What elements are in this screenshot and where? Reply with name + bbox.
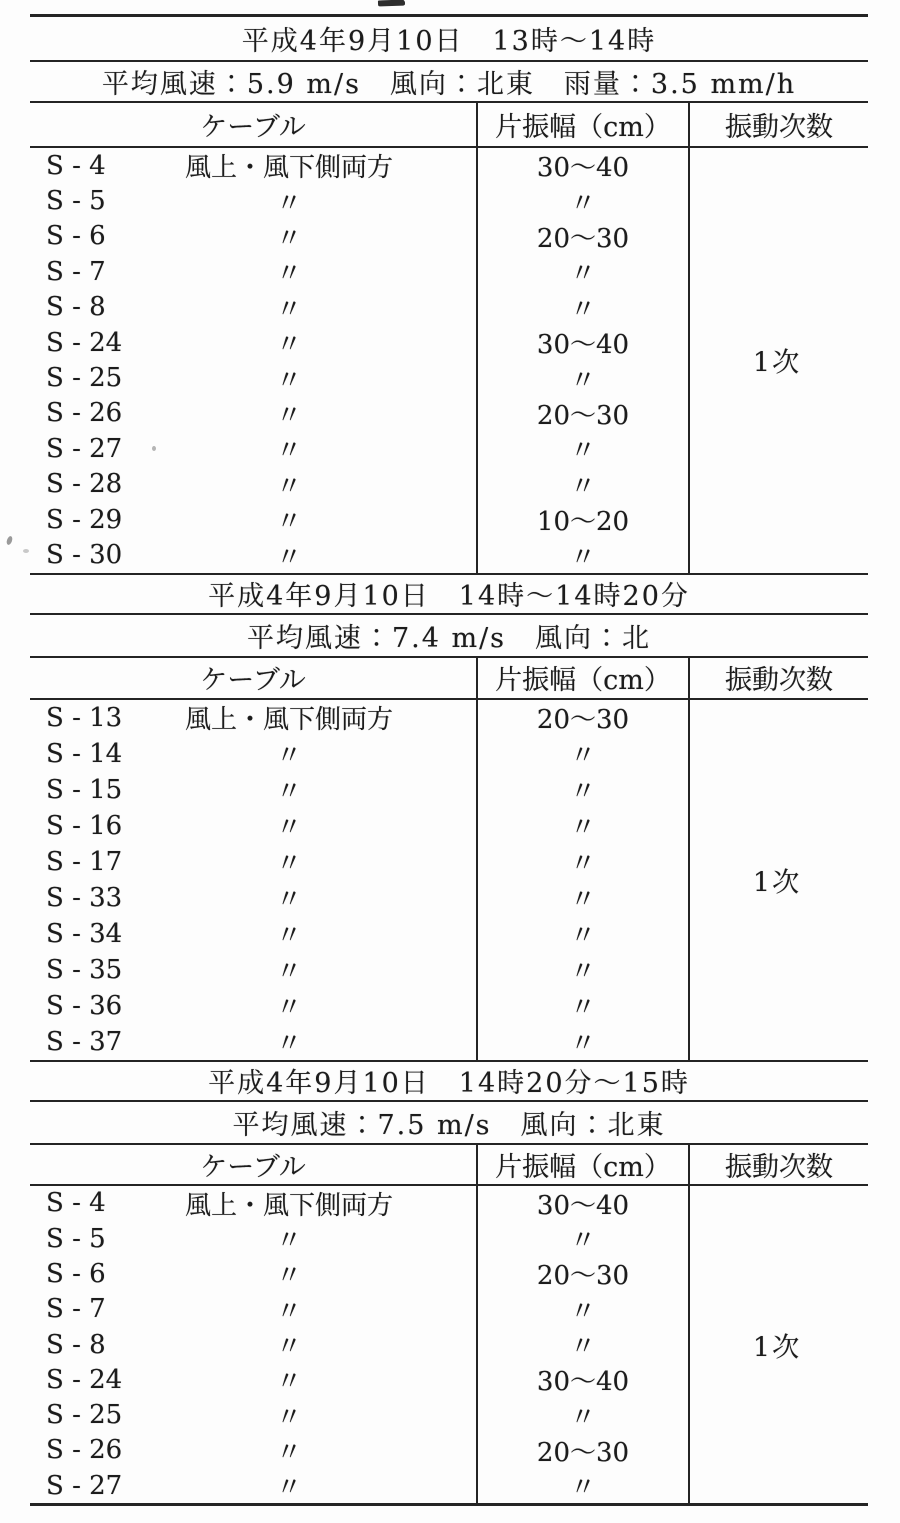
cable-side: 〃 bbox=[275, 813, 302, 844]
cable-id: S - 13 bbox=[46, 702, 123, 733]
cable-side: 風上・風下側両方 bbox=[184, 153, 393, 184]
vibration-order-cell bbox=[688, 1292, 868, 1327]
vibration-order-cell bbox=[688, 467, 868, 502]
cable-cell bbox=[30, 1292, 476, 1327]
cable-id: S - 26 bbox=[46, 1435, 123, 1466]
section-date-time-title: 平成4年9月10日 14時〜14時20分 bbox=[30, 575, 868, 615]
amplitude-range: 〃 bbox=[476, 254, 688, 289]
cable-side: 〃 bbox=[275, 777, 302, 808]
cable-id: S - 14 bbox=[46, 738, 123, 769]
cable-id: S - 34 bbox=[46, 918, 123, 949]
cable-cell bbox=[30, 502, 476, 537]
vibration-order-cell bbox=[688, 254, 868, 289]
cable-cell bbox=[30, 880, 476, 916]
column-header-row bbox=[30, 658, 868, 700]
cable-id: S - 33 bbox=[46, 882, 123, 913]
cable-side: 〃 bbox=[275, 885, 302, 916]
vibration-order-cell bbox=[688, 952, 868, 988]
scan-speck-icon bbox=[23, 549, 29, 553]
amplitude-range: 〃 bbox=[476, 772, 688, 808]
cable-cell bbox=[30, 844, 476, 880]
cable-id: S - 27 bbox=[46, 433, 123, 464]
cable-cell bbox=[30, 1221, 476, 1256]
amplitude-range: 〃 bbox=[476, 290, 688, 325]
cable-side: 〃 bbox=[275, 1261, 302, 1292]
cable-side: 〃 bbox=[275, 330, 302, 361]
amplitude-range: 30〜40 bbox=[476, 1362, 688, 1397]
cable-row bbox=[30, 254, 868, 289]
cable-row bbox=[30, 1433, 868, 1468]
vibration-order-cell bbox=[688, 1024, 868, 1060]
cable-side: 〃 bbox=[275, 1367, 302, 1398]
vibration-order-cell bbox=[688, 396, 868, 431]
cable-cell bbox=[30, 467, 476, 502]
cable-side: 〃 bbox=[275, 188, 302, 219]
vibration-order-cell bbox=[688, 148, 868, 183]
vibration-order-value: 1次 bbox=[752, 347, 802, 379]
vibration-order-cell bbox=[688, 1433, 868, 1468]
column-header-amplitude: 片振幅（cm） bbox=[476, 1145, 688, 1184]
column-header-cable: ケーブル bbox=[200, 665, 306, 697]
vibration-order-cell bbox=[688, 502, 868, 537]
vibration-order-cell bbox=[688, 772, 868, 808]
cable-side: 〃 bbox=[275, 436, 302, 467]
cable-side: 〃 bbox=[275, 1402, 302, 1433]
cable-id: S - 24 bbox=[46, 327, 123, 358]
cable-row bbox=[30, 1186, 868, 1221]
cable-id: S - 29 bbox=[46, 504, 123, 535]
wind-conditions-row: 平均風速：5.9 m/s 風向：北東 雨量：3.5 mm/h bbox=[30, 62, 868, 103]
cable-cell bbox=[30, 1327, 476, 1362]
cable-cell bbox=[30, 808, 476, 844]
section-date-time-title: 平成4年9月10日 13時〜14時 bbox=[30, 17, 868, 62]
amplitude-range: 〃 bbox=[476, 1292, 688, 1327]
cable-cell bbox=[30, 290, 476, 325]
vibration-order-cell bbox=[688, 808, 868, 844]
section-body bbox=[30, 700, 868, 1062]
vibration-order-cell bbox=[688, 916, 868, 952]
observation-section-2 bbox=[30, 575, 868, 1062]
cable-id: S - 37 bbox=[46, 1026, 123, 1057]
cable-id: S - 36 bbox=[46, 990, 123, 1021]
cable-row bbox=[30, 952, 868, 988]
cable-side: 〃 bbox=[275, 223, 302, 254]
vibration-order-cell bbox=[688, 1256, 868, 1291]
cable-cell bbox=[30, 1024, 476, 1060]
amplitude-range: 30〜40 bbox=[476, 1186, 688, 1221]
cable-id: S - 7 bbox=[46, 256, 106, 287]
cable-row bbox=[30, 1468, 868, 1503]
vibration-order-value: 1次 bbox=[752, 867, 802, 899]
cable-cell bbox=[30, 360, 476, 395]
vibration-order-cell bbox=[688, 290, 868, 325]
scan-speck-icon bbox=[6, 535, 14, 545]
amplitude-range: 〃 bbox=[476, 1024, 688, 1060]
cable-side: 〃 bbox=[275, 1296, 302, 1327]
cable-side: 〃 bbox=[275, 1473, 302, 1504]
amplitude-range: 〃 bbox=[476, 808, 688, 844]
cable-cell bbox=[30, 916, 476, 952]
cable-id: S - 7 bbox=[46, 1294, 106, 1325]
cable-side: 〃 bbox=[275, 542, 302, 573]
cable-side: 〃 bbox=[275, 507, 302, 538]
cable-side: 〃 bbox=[275, 957, 302, 988]
vibration-order-cell bbox=[688, 700, 868, 736]
cable-side: 〃 bbox=[275, 849, 302, 880]
amplitude-range: 〃 bbox=[476, 360, 688, 395]
cable-row bbox=[30, 1256, 868, 1291]
cable-row bbox=[30, 1397, 868, 1432]
amplitude-range: 20〜30 bbox=[476, 1433, 688, 1468]
amplitude-range: 〃 bbox=[476, 467, 688, 502]
cable-id: S - 25 bbox=[46, 363, 123, 394]
amplitude-range: 20〜30 bbox=[476, 219, 688, 254]
cable-row bbox=[30, 988, 868, 1024]
cable-id: S - 6 bbox=[46, 221, 106, 252]
cable-row bbox=[30, 290, 868, 325]
cable-row bbox=[30, 1362, 868, 1397]
cable-cell bbox=[30, 148, 476, 183]
section-body bbox=[30, 1186, 868, 1507]
section-date-time-title: 平成4年9月10日 14時20分〜15時 bbox=[30, 1062, 868, 1102]
cable-id: S - 8 bbox=[46, 1329, 106, 1360]
observation-section-1 bbox=[30, 17, 868, 575]
wind-conditions-row: 平均風速：7.4 m/s 風向：北 bbox=[30, 615, 868, 658]
amplitude-range: 10〜20 bbox=[476, 502, 688, 537]
cable-cell bbox=[30, 736, 476, 772]
cable-row bbox=[30, 700, 868, 736]
column-header-vibration-order: 振動次数 bbox=[688, 658, 868, 698]
cable-side: 〃 bbox=[275, 993, 302, 1024]
cable-id: S - 16 bbox=[46, 810, 123, 841]
cable-row bbox=[30, 148, 868, 183]
amplitude-range: 〃 bbox=[476, 988, 688, 1024]
cable-side: 〃 bbox=[275, 294, 302, 325]
vibration-order-cell bbox=[688, 1221, 868, 1256]
amplitude-range: 30〜40 bbox=[476, 148, 688, 183]
amplitude-range: 〃 bbox=[476, 183, 688, 218]
column-header-vibration-order: 振動次数 bbox=[688, 1145, 868, 1184]
cable-row bbox=[30, 916, 868, 952]
column-header-vibration-order: 振動次数 bbox=[688, 103, 868, 146]
cable-side: 〃 bbox=[275, 1029, 302, 1060]
cable-cell bbox=[30, 952, 476, 988]
cable-id: S - 30 bbox=[46, 539, 123, 570]
cable-cell bbox=[30, 1186, 476, 1221]
column-header-cable: ケーブル bbox=[200, 112, 306, 143]
cable-id: S - 26 bbox=[46, 398, 123, 429]
column-header-amplitude: 片振幅（cm） bbox=[476, 103, 688, 146]
cable-id: S - 4 bbox=[46, 150, 106, 181]
wind-conditions-row: 平均風速：7.5 m/s 風向：北東 bbox=[30, 1102, 868, 1145]
observation-table bbox=[30, 14, 868, 1506]
cable-cell bbox=[30, 988, 476, 1024]
cable-side: 〃 bbox=[275, 365, 302, 396]
cable-row bbox=[30, 1221, 868, 1256]
cable-id: S - 24 bbox=[46, 1364, 123, 1395]
cable-cell bbox=[30, 219, 476, 254]
vibration-order-cell bbox=[688, 1186, 868, 1221]
cable-id: S - 4 bbox=[46, 1188, 106, 1219]
cable-cell bbox=[30, 1433, 476, 1468]
column-header-cable: ケーブル bbox=[200, 1151, 306, 1183]
cable-row bbox=[30, 183, 868, 218]
cable-id: S - 27 bbox=[46, 1470, 123, 1501]
cable-side: 〃 bbox=[275, 1332, 302, 1363]
cable-id: S - 8 bbox=[46, 292, 106, 323]
vibration-order-cell bbox=[688, 988, 868, 1024]
cable-row bbox=[30, 808, 868, 844]
vibration-order-cell bbox=[688, 183, 868, 218]
vibration-order-cell bbox=[688, 219, 868, 254]
cable-cell bbox=[30, 1256, 476, 1291]
vibration-order-cell bbox=[688, 1397, 868, 1432]
vibration-order-cell bbox=[688, 736, 868, 772]
column-header-row bbox=[30, 103, 868, 148]
amplitude-range: 〃 bbox=[476, 844, 688, 880]
cable-id: S - 15 bbox=[46, 774, 123, 805]
cable-side: 〃 bbox=[275, 1437, 302, 1468]
cable-row bbox=[30, 537, 868, 572]
cable-id: S - 5 bbox=[46, 1223, 106, 1254]
cable-row bbox=[30, 1292, 868, 1327]
cable-side: 〃 bbox=[275, 471, 302, 502]
cable-cell bbox=[30, 396, 476, 431]
cable-cell bbox=[30, 183, 476, 218]
amplitude-range: 〃 bbox=[476, 1327, 688, 1362]
amplitude-range: 30〜40 bbox=[476, 325, 688, 360]
amplitude-range: 〃 bbox=[476, 916, 688, 952]
cable-id: S - 35 bbox=[46, 954, 123, 985]
vibration-order-value: 1次 bbox=[752, 1332, 802, 1364]
cable-row bbox=[30, 772, 868, 808]
amplitude-range: 〃 bbox=[476, 431, 688, 466]
vibration-order-cell bbox=[688, 431, 868, 466]
cable-id: S - 5 bbox=[46, 186, 106, 217]
cable-side: 風上・風下側両方 bbox=[184, 1190, 393, 1221]
column-header-row bbox=[30, 1145, 868, 1186]
cable-id: S - 25 bbox=[46, 1400, 123, 1431]
cable-side: 〃 bbox=[275, 741, 302, 772]
cable-row bbox=[30, 467, 868, 502]
vibration-order-cell bbox=[688, 537, 868, 572]
amplitude-range: 20〜30 bbox=[476, 700, 688, 736]
cable-cell bbox=[30, 1397, 476, 1432]
cable-side: 風上・風下側両方 bbox=[184, 705, 393, 736]
amplitude-range: 〃 bbox=[476, 952, 688, 988]
amplitude-range: 〃 bbox=[476, 736, 688, 772]
cable-row bbox=[30, 431, 868, 466]
section-body bbox=[30, 148, 868, 575]
cable-row bbox=[30, 1024, 868, 1060]
cable-row bbox=[30, 219, 868, 254]
amplitude-range: 〃 bbox=[476, 880, 688, 916]
cable-id: S - 28 bbox=[46, 469, 123, 500]
scan-artifact-top bbox=[378, 0, 405, 6]
amplitude-range: 〃 bbox=[476, 1221, 688, 1256]
cable-cell bbox=[30, 700, 476, 736]
amplitude-range: 〃 bbox=[476, 1468, 688, 1503]
cable-cell bbox=[30, 325, 476, 360]
cable-cell bbox=[30, 431, 476, 466]
column-header-amplitude: 片振幅（cm） bbox=[476, 658, 688, 698]
cable-row bbox=[30, 396, 868, 431]
amplitude-range: 20〜30 bbox=[476, 396, 688, 431]
cable-row bbox=[30, 736, 868, 772]
cable-side: 〃 bbox=[275, 400, 302, 431]
cable-cell bbox=[30, 537, 476, 572]
cable-row bbox=[30, 502, 868, 537]
cable-cell bbox=[30, 1468, 476, 1503]
cable-side: 〃 bbox=[275, 1226, 302, 1257]
amplitude-range: 20〜30 bbox=[476, 1256, 688, 1291]
vibration-order-cell bbox=[688, 1468, 868, 1503]
cable-cell bbox=[30, 1362, 476, 1397]
cable-side: 〃 bbox=[275, 259, 302, 290]
amplitude-range: 〃 bbox=[476, 1397, 688, 1432]
cable-cell bbox=[30, 772, 476, 808]
observation-section-3 bbox=[30, 1062, 868, 1507]
cable-side: 〃 bbox=[275, 921, 302, 952]
cable-id: S - 17 bbox=[46, 846, 123, 877]
vibration-order-cell bbox=[688, 1362, 868, 1397]
cable-id: S - 6 bbox=[46, 1258, 106, 1289]
cable-cell bbox=[30, 254, 476, 289]
amplitude-range: 〃 bbox=[476, 537, 688, 572]
